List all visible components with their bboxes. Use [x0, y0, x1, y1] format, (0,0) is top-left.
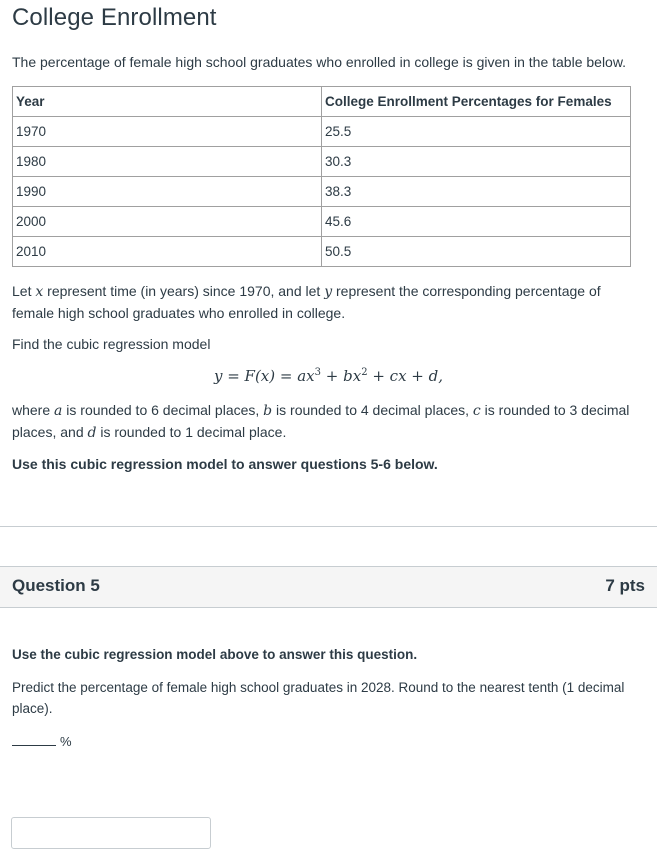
- find-model-text: Find the cubic regression model: [12, 336, 211, 352]
- percentage-cell: 45.6: [322, 207, 631, 237]
- table-row: [13, 207, 631, 237]
- a-variable: a: [54, 403, 63, 419]
- rounding-instructions: [12, 400, 642, 444]
- setup-text: represent the corresponding percentage of female high school graduates who enrolled in college.: [12, 283, 601, 321]
- x-variable: x: [35, 284, 44, 300]
- rounding-text: is rounded to 4 decimal places,: [272, 402, 473, 418]
- cubic-formula: [0, 367, 657, 385]
- use-model-note: Use this cubic regression model to answer questions 5-6 below.: [12, 456, 438, 472]
- year-cell: 1980: [13, 147, 322, 177]
- rounding-text: is rounded to 6 decimal places,: [62, 402, 264, 418]
- d-variable: d: [87, 425, 97, 441]
- c-variable: c: [472, 403, 481, 419]
- table-row: [13, 117, 631, 147]
- b-variable: b: [263, 403, 273, 419]
- question-prompt: Predict the percentage of female high school graduates in 2028. Round to the nearest tenth (1 decimal place).: [12, 680, 625, 716]
- rounding-text: is rounded to 1 decimal place.: [96, 424, 287, 440]
- rounding-text: is rounded to 3 decimal places, and: [12, 402, 630, 440]
- divider: [0, 526, 657, 527]
- question-title: Question 5: [12, 576, 100, 595]
- y-variable: y: [324, 284, 333, 300]
- table-row: [13, 147, 631, 177]
- table-row: [13, 177, 631, 207]
- question-instruction: Use the cubic regression model above to answer this question.: [12, 647, 418, 662]
- question-points: 7 pts: [605, 576, 645, 595]
- answer-input[interactable]: [11, 817, 211, 849]
- formula-part: + cx + d,: [367, 367, 444, 385]
- question-header: [0, 566, 657, 608]
- enrollment-table: [12, 86, 631, 267]
- rounding-text: where: [12, 402, 55, 418]
- blank-line: [12, 733, 56, 746]
- year-cell: 1990: [13, 177, 322, 207]
- setup-text: represent time (in years) since 1970, and let: [43, 283, 325, 299]
- year-cell: 2000: [13, 207, 322, 237]
- percentage-cell: 25.5: [322, 117, 631, 147]
- column-header-year: Year: [13, 87, 322, 117]
- intro-text: The percentage of female high school graduates who enrolled in college is given in the table below.: [12, 54, 627, 70]
- page-title: College Enrollment: [12, 4, 217, 31]
- table-header-row: [13, 87, 631, 117]
- percentage-cell: 38.3: [322, 177, 631, 207]
- setup-text: Let: [12, 283, 36, 299]
- formula-exponent: 2: [361, 367, 368, 378]
- formula-part: + bx: [321, 367, 362, 385]
- formula-part: y = F(x) = ax: [213, 367, 315, 385]
- year-cell: 2010: [13, 237, 322, 267]
- column-header-percentage: College Enrollment Percentages for Females: [322, 87, 631, 117]
- formula-exponent: 3: [314, 367, 322, 378]
- answer-blank: [12, 733, 72, 749]
- variable-definitions: [12, 281, 632, 324]
- percentage-cell: 50.5: [322, 237, 631, 267]
- year-cell: 1970: [13, 117, 322, 147]
- table-row: [13, 237, 631, 267]
- percentage-cell: 30.3: [322, 147, 631, 177]
- unit-label: %: [60, 734, 72, 749]
